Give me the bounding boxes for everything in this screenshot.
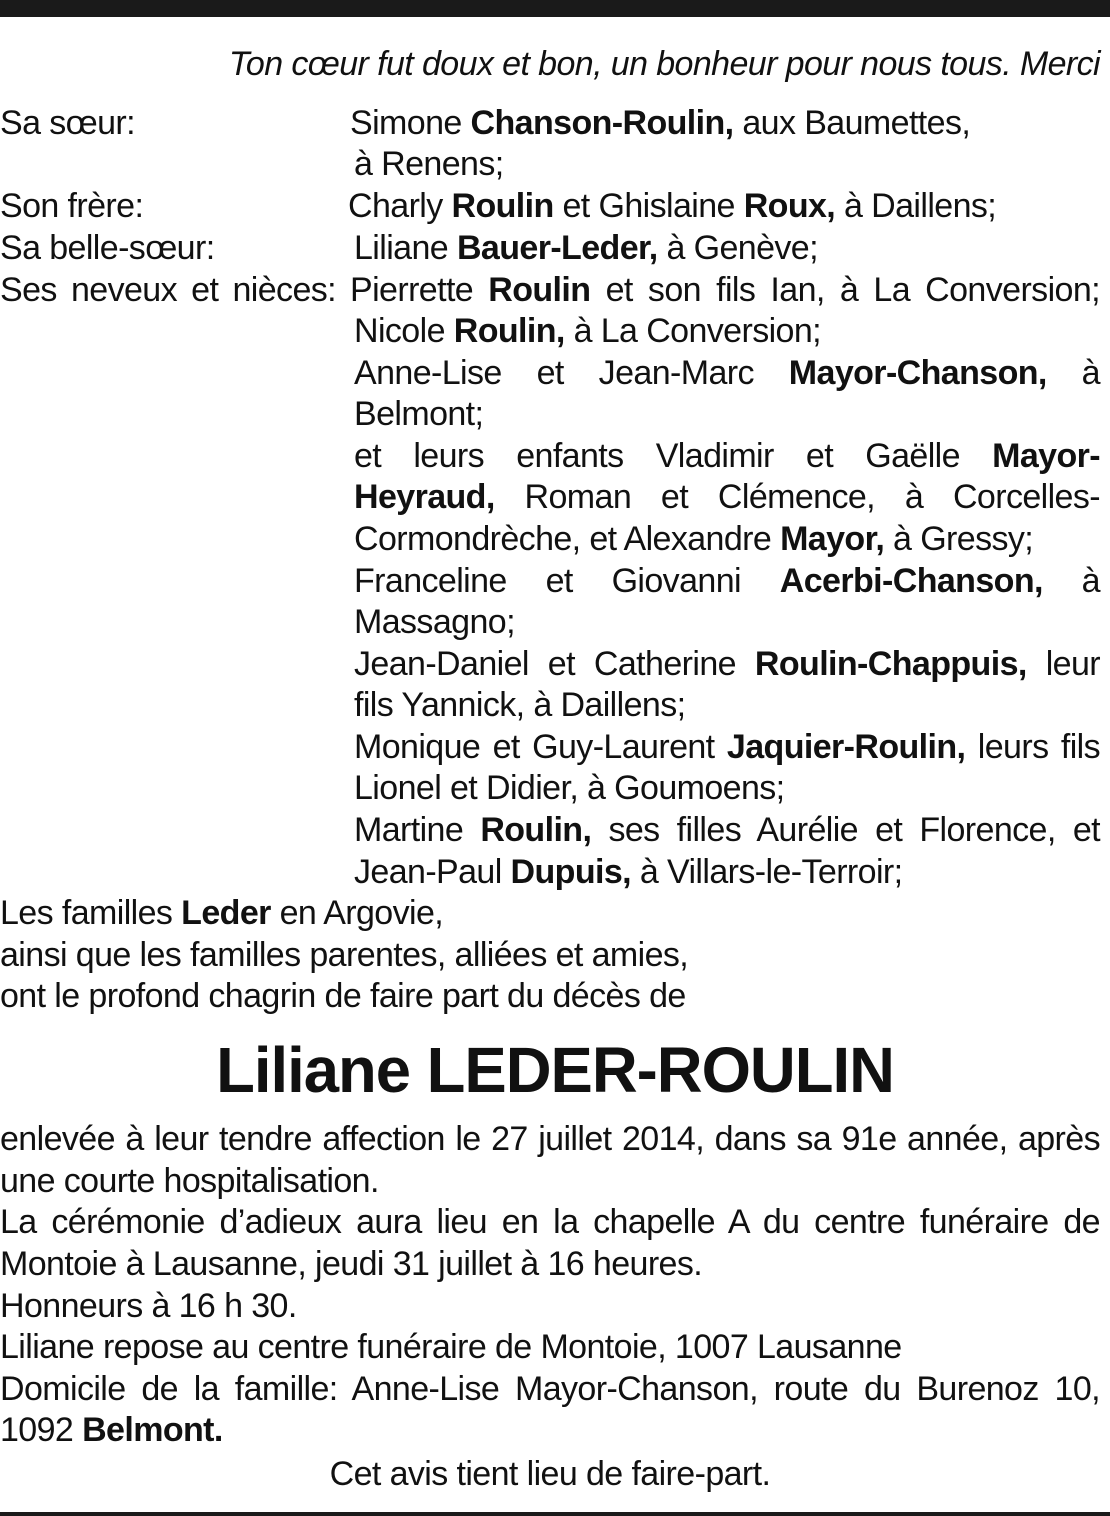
text: Simone bbox=[350, 104, 471, 142]
deceased-name: Liliane LEDER-ROULIN bbox=[216, 1034, 894, 1106]
nephews-line-14 bbox=[354, 809, 1100, 851]
body-line-4: Montoie à Lausanne, jeudi 31 juillet à 16 heures. bbox=[0, 1245, 703, 1283]
nephews-line-10 bbox=[354, 643, 1100, 685]
surname: Jaquier-Roulin, bbox=[726, 728, 966, 766]
nephews-line-11: fils Yannick, à Daillens; bbox=[354, 686, 686, 724]
nephews-line-9: Massagno; bbox=[354, 603, 515, 641]
text: à Gressy; bbox=[884, 520, 1034, 558]
surname: Mayor, bbox=[780, 520, 885, 558]
surname: Roulin-Chappuis, bbox=[754, 645, 1027, 683]
surname: Roulin bbox=[488, 271, 591, 309]
place-name: Belmont. bbox=[82, 1411, 223, 1449]
surname: Leder bbox=[181, 894, 271, 932]
families-line-2: ainsi que les familles parentes, alliées et amies, bbox=[0, 936, 689, 974]
text: à Daillens; bbox=[835, 187, 997, 225]
body-line-3: La cérémonie d’adieux aura lieu en la chapelle A du centre funéraire de bbox=[0, 1203, 1100, 1241]
bottom-rule bbox=[0, 1512, 1110, 1516]
nephews-line-12 bbox=[354, 726, 1100, 768]
body-line-7: Domicile de la famille: Anne-Lise Mayor-Chanson, route du Burenoz 10, bbox=[0, 1370, 1100, 1408]
brother-label: Son frère: bbox=[0, 187, 144, 225]
text: à bbox=[1046, 354, 1100, 392]
surname: Roulin, bbox=[453, 312, 565, 350]
sister-label: Sa sœur: bbox=[0, 104, 136, 142]
text: Les familles bbox=[0, 894, 182, 932]
top-rule bbox=[0, 0, 1110, 17]
text: Jean-Daniel et Catherine bbox=[354, 645, 755, 683]
text: à Villars-le-Terroir; bbox=[631, 853, 903, 891]
sister-in-law-label: Sa belle-sœur: bbox=[0, 229, 215, 267]
families-line-1 bbox=[0, 892, 443, 934]
text: Nicole bbox=[354, 312, 454, 350]
nephews-line-13: Lionel et Didier, à Goumoens; bbox=[354, 769, 785, 807]
text: à La Conversion; bbox=[564, 312, 822, 350]
text: 1092 bbox=[0, 1411, 83, 1449]
motto: Ton cœur fut doux et bon, un bonheur pour nous tous. Merci bbox=[228, 45, 1100, 83]
text: Anne-Lise et Jean-Marc bbox=[354, 354, 789, 392]
text: ses filles Aurélie et Florence, et bbox=[591, 811, 1100, 849]
body-line-8 bbox=[0, 1409, 223, 1451]
brother-line-1 bbox=[348, 185, 996, 227]
surname: Acerbi-Chanson, bbox=[779, 562, 1043, 600]
nephews-line-15 bbox=[354, 851, 902, 893]
surname: Mayor-Chanson, bbox=[788, 354, 1047, 392]
text: Liliane bbox=[354, 229, 457, 267]
surname: Bauer-Leder, bbox=[456, 229, 658, 267]
sister-line-2: à Renens; bbox=[354, 145, 504, 183]
nephews-label: Ses neveux et nièces: bbox=[0, 271, 336, 309]
families-line-3: ont le profond chagrin de faire part du décès de bbox=[0, 977, 686, 1015]
nephews-line-2 bbox=[354, 310, 821, 352]
surname: Roulin bbox=[451, 187, 554, 225]
text: Monique et Guy-Laurent bbox=[354, 728, 727, 766]
text: Roman et Clémence, à Corcelles- bbox=[494, 478, 1100, 516]
nephews-line-6 bbox=[354, 476, 1100, 518]
text: Jean-Paul bbox=[354, 853, 511, 891]
body-line-2: une courte hospitalisation. bbox=[0, 1162, 379, 1200]
nephews-line-3 bbox=[354, 352, 1100, 394]
text: et son fils Ian, à La Conversion; bbox=[590, 271, 1100, 309]
nephews-line-5 bbox=[354, 435, 1100, 477]
text: Charly bbox=[348, 187, 452, 225]
body-line-6: Liliane repose au centre funéraire de Montoie, 1007 Lausanne bbox=[0, 1328, 902, 1366]
text: et leurs enfants Vladimir et Gaëlle bbox=[354, 437, 993, 475]
text: aux Baumettes, bbox=[733, 104, 971, 142]
text: Pierrette bbox=[350, 271, 489, 309]
text: en Argovie, bbox=[270, 894, 444, 932]
text: Martine bbox=[354, 811, 481, 849]
body-line-1: enlevée à leur tendre affection le 27 juillet 2014, dans sa 91e année, après bbox=[0, 1120, 1100, 1158]
text: à Genève; bbox=[657, 229, 818, 267]
text: leur bbox=[1026, 645, 1100, 683]
body-line-5: Honneurs à 16 h 30. bbox=[0, 1287, 297, 1325]
surname: Roux, bbox=[743, 187, 836, 225]
text: à bbox=[1042, 562, 1100, 600]
nephews-line-8 bbox=[354, 560, 1100, 602]
surname: Roulin, bbox=[480, 811, 592, 849]
text: Cormondrèche, et Alexandre bbox=[354, 520, 781, 558]
sister-in-law-line-1 bbox=[354, 227, 818, 269]
text: et Ghislaine bbox=[553, 187, 744, 225]
surname: Heyraud, bbox=[354, 478, 495, 516]
nephews-line-7 bbox=[354, 518, 1033, 560]
surname: Mayor- bbox=[992, 437, 1100, 475]
text: Franceline et Giovanni bbox=[354, 562, 780, 600]
sister-line-1 bbox=[350, 102, 970, 144]
surname: Chanson-Roulin, bbox=[470, 104, 734, 142]
closing-note: Cet avis tient lieu de faire-part. bbox=[329, 1455, 771, 1493]
surname: Dupuis, bbox=[510, 853, 632, 891]
nephews-line-1 bbox=[350, 269, 1100, 311]
text: leurs fils bbox=[965, 728, 1101, 766]
nephews-line-4: Belmont; bbox=[354, 395, 484, 433]
